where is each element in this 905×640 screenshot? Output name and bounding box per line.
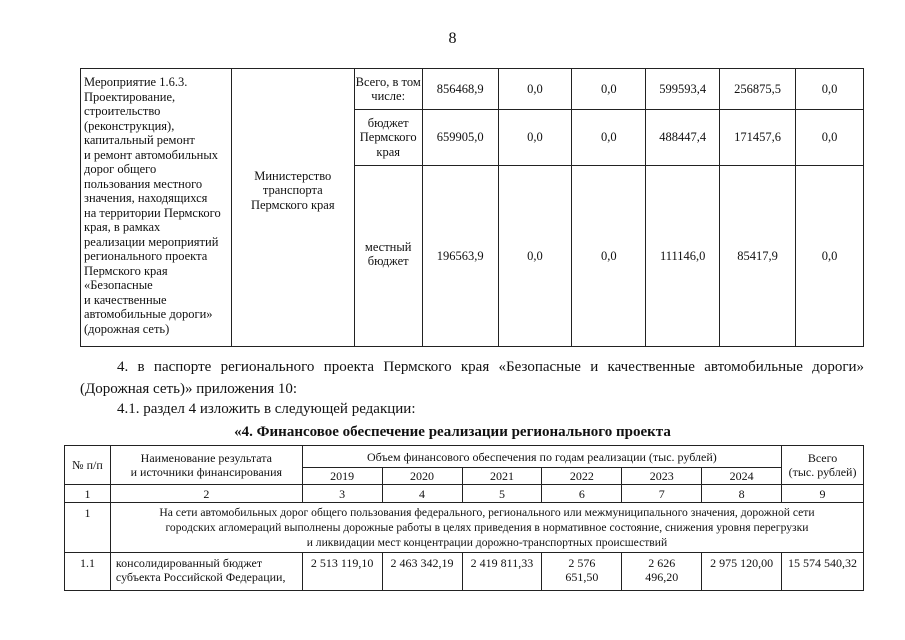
- value-cell: 85417,9: [720, 166, 796, 347]
- text-line: Проектирование,: [84, 89, 176, 104]
- col-header-total: [782, 446, 864, 485]
- text-line: строительство: [84, 104, 161, 118]
- text-line: городских агломераций выполнены дорожные работы в целях приведения в нормативное состояние, снижения уровня перегрузки: [165, 521, 809, 534]
- text-line: На сети автомобильных дорог общего пользования федерального, регионального или межмуниципального значения, дорожной сети: [159, 506, 815, 519]
- value-cell: 856468,9: [422, 69, 498, 110]
- value-cell: 171457,6: [720, 110, 796, 166]
- executor-cell: [231, 69, 354, 347]
- text-line: (реконструкция),: [84, 118, 175, 133]
- value-cell: 599593,4: [646, 69, 720, 110]
- text-line: (дорожная сеть): [84, 321, 170, 336]
- value-cell: 196563,9: [422, 166, 498, 347]
- text-line: 2 975 120,00: [710, 556, 774, 570]
- row-number: 1: [65, 503, 111, 553]
- col-number: 9: [782, 485, 864, 503]
- value-cell: [542, 553, 622, 591]
- table-row: [81, 69, 864, 110]
- col-number: 3: [302, 485, 382, 503]
- value-cell: [382, 553, 462, 591]
- paragraph-4-line2: (Дорожная сеть)» приложения 10:: [80, 381, 298, 397]
- value-cell: 0,0: [498, 110, 572, 166]
- text-line: 2 626: [648, 556, 676, 570]
- value-cell: 256875,5: [720, 69, 796, 110]
- col-number: 5: [462, 485, 542, 503]
- text-line: и ликвидации мест концентрации дорожно-транспортных происшествий: [306, 536, 668, 549]
- text-line: «Безопасные: [84, 278, 153, 292]
- text-line: бюджет: [367, 254, 409, 268]
- text-line: дорог общего: [84, 162, 157, 176]
- col-number: 8: [702, 485, 782, 503]
- text-line: 2 419 811,33: [470, 556, 534, 570]
- text-line: 2 513 119,10: [310, 556, 374, 570]
- financing-table: [64, 445, 864, 591]
- measure-description: [81, 69, 232, 347]
- text-line: автомобильные дороги»: [84, 307, 213, 321]
- col-number: 2: [110, 485, 302, 503]
- value-cell: 0,0: [572, 110, 646, 166]
- text-line: Всего: [807, 451, 838, 465]
- text-line: Пермского: [359, 130, 417, 145]
- text-line: Наименование результата: [140, 451, 272, 465]
- value-cell: 0,0: [572, 166, 646, 347]
- text-line: реализации мероприятий: [84, 234, 219, 249]
- col-number: 7: [622, 485, 702, 503]
- text-line: Всего, в том: [355, 74, 421, 89]
- value-cell: 111146,0: [646, 166, 720, 347]
- text-line: 2 463 342,19: [390, 556, 454, 570]
- text-line: 2 576: [568, 556, 596, 570]
- text-line: и качественные: [84, 292, 167, 307]
- paragraph-4-line1: 4. в паспорте регионального проекта Пермского края «Безопасные и качественные автомобильные дороги»: [117, 359, 864, 375]
- col-number: 6: [542, 485, 622, 503]
- total-cell: 15 574 540,32: [782, 553, 864, 591]
- paragraph-4-1: 4.1. раздел 4 изложить в следующей редакции:: [117, 401, 416, 417]
- text-line: Мероприятие 1.6.3.: [84, 75, 188, 89]
- table-row: [65, 553, 864, 591]
- text-line: на территории Пермского: [84, 205, 221, 220]
- text-line: значения, находящихся: [84, 191, 208, 205]
- value-cell: [462, 553, 542, 591]
- row-number: 1.1: [65, 553, 111, 591]
- year-header: 2024: [702, 468, 782, 485]
- column-numbers-row: [65, 485, 864, 503]
- value-cell: [622, 553, 702, 591]
- year-header: 2022: [542, 468, 622, 485]
- text-line: и источники финансирования: [130, 465, 283, 479]
- col-header-name: [110, 446, 302, 485]
- text-line: пользования местного: [84, 176, 203, 191]
- text-line: капитальный ремонт: [84, 133, 195, 147]
- value-cell: 0,0: [572, 69, 646, 110]
- year-header: 2020: [382, 468, 462, 485]
- value-cell: 0,0: [796, 110, 864, 166]
- text-line: 496,20: [645, 570, 679, 584]
- page-number: 8: [448, 30, 457, 47]
- header-row: [65, 446, 864, 468]
- text-line: регионального проекта: [84, 249, 208, 263]
- col-header-volume: Объем финансового обеспечения по годам реализации (тыс. рублей): [302, 446, 781, 468]
- source-cell: [354, 166, 422, 347]
- source-cell: [354, 69, 422, 110]
- text-line: (тыс. рублей): [788, 465, 857, 479]
- year-header: 2021: [462, 468, 542, 485]
- text-line: местный: [364, 239, 412, 254]
- value-cell: 0,0: [796, 166, 864, 347]
- text-line: консолидированный бюджет: [115, 556, 263, 570]
- source-cell: [354, 110, 422, 166]
- col-number: 1: [65, 485, 111, 503]
- text-line: края: [376, 144, 400, 159]
- result-description: [110, 503, 863, 553]
- table-row: [65, 503, 864, 553]
- text-line: Пермского края: [250, 197, 335, 212]
- text-line: субъекта Российской Федерации,: [115, 570, 286, 584]
- value-cell: 659905,0: [422, 110, 498, 166]
- value-cell: [302, 553, 382, 591]
- value-cell: 488447,4: [646, 110, 720, 166]
- value-cell: 0,0: [498, 166, 572, 347]
- value-cell: [702, 553, 782, 591]
- col-header-num: № п/п: [65, 446, 111, 485]
- col-number: 4: [382, 485, 462, 503]
- value-cell: 0,0: [796, 69, 864, 110]
- year-header: 2023: [622, 468, 702, 485]
- source-name: [110, 553, 302, 591]
- text-line: Министерство: [254, 168, 332, 183]
- text-line: Пермского края: [84, 263, 168, 278]
- text-line: бюджет: [367, 115, 409, 130]
- year-header: 2019: [302, 468, 382, 485]
- measure-table: [80, 68, 864, 347]
- section-heading: «4. Финансовое обеспечение реализации регионального проекта: [234, 424, 671, 440]
- text-line: транспорта: [262, 183, 323, 198]
- text-line: и ремонт автомобильных: [84, 147, 218, 162]
- text-line: 651,50: [565, 570, 599, 584]
- value-cell: 0,0: [498, 69, 572, 110]
- text-line: числе:: [371, 89, 406, 103]
- text-line: края, в рамках: [84, 220, 161, 234]
